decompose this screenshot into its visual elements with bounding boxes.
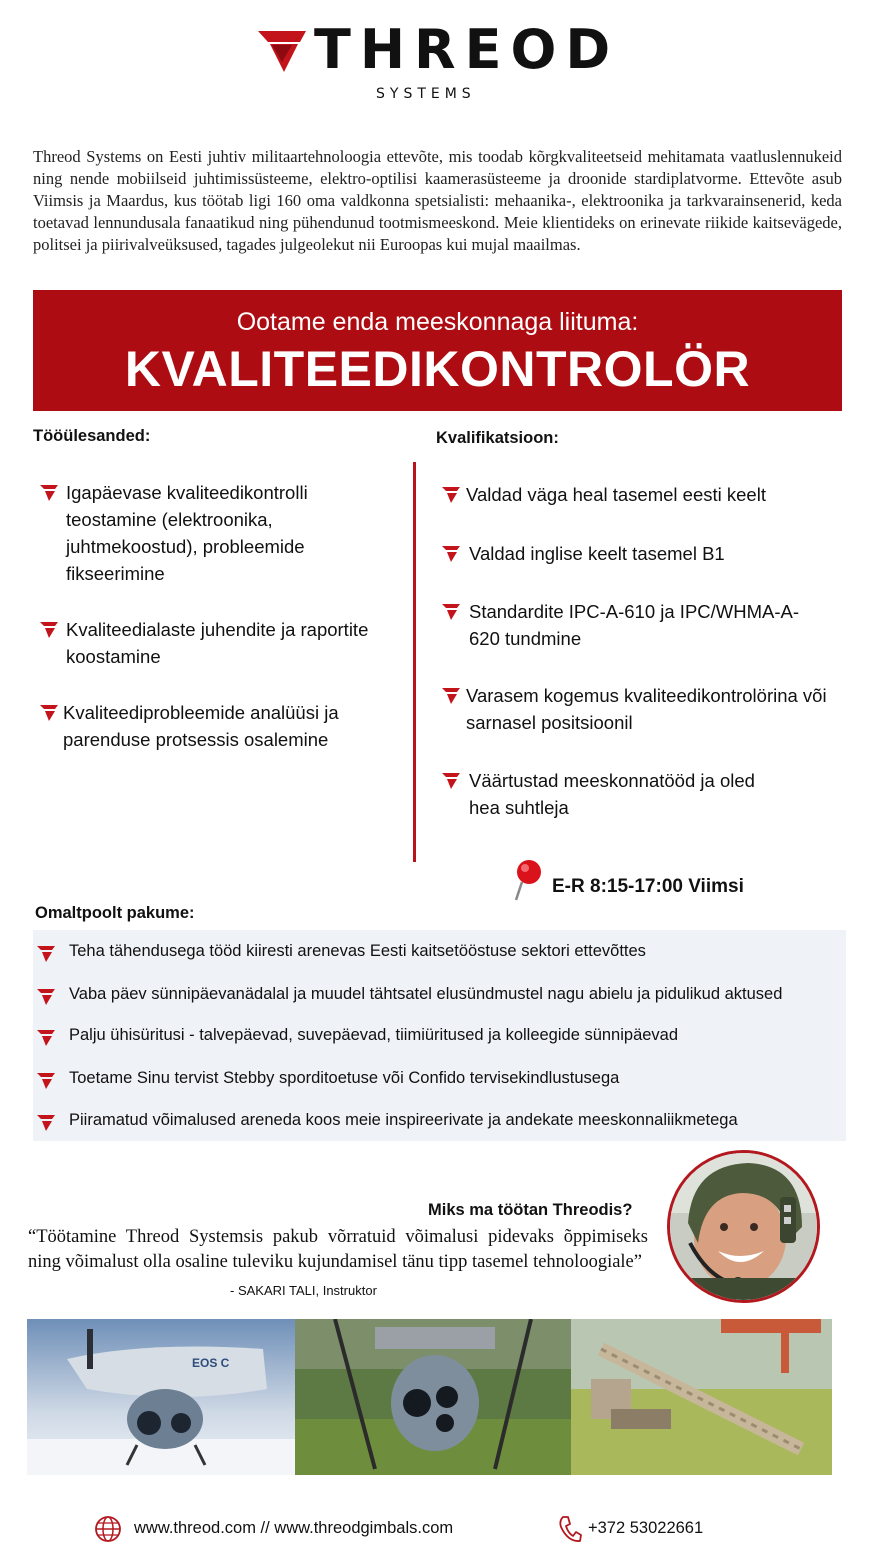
- offer-item: [37, 985, 782, 1004]
- offer-item: [37, 1069, 619, 1088]
- bullet-arrow-icon: [40, 484, 58, 501]
- qualification-text: Valdad väga heal tasemel eesti keelt: [466, 484, 766, 505]
- launcher-photo: [571, 1319, 832, 1475]
- qualification-item: [442, 540, 822, 567]
- task-item: [40, 479, 330, 587]
- qualification-item: [442, 481, 822, 508]
- bullet-arrow-icon: [37, 1072, 55, 1089]
- drone-photo: [27, 1319, 295, 1475]
- company-intro: Threod Systems on Eesti juhtiv militaartehnoloogia ettevõte, mis toodab kõrgkvaliteetseid mehitamata vaatluslennukeid ning nende mobiilseid juhtimissüsteeme, elektro-optilisi kaamerasüsteeme ja droonide stardiplatvorme. Ettevõte asub Viimsis ja Maardus, kus töötab ligi 160 oma valdkonna spetsialisti: mehaanika-, elektroonika ja tarkvarainsenerid, keda toetavad lennundusala fanaatikud ning pühendunud tootmismeeskond. Meie klientideks on erinevate riikide kaitsevägede, politsei ja piirivalveüksused, tagades julgeolekut nii Euroopas kui mujal maailmas.: [33, 147, 842, 254]
- bullet-arrow-icon: [442, 687, 460, 704]
- qualification-item: [442, 598, 812, 652]
- gimbal-camera-photo: [295, 1319, 571, 1475]
- qualification-text: Valdad inglise keelt tasemel B1: [469, 543, 725, 564]
- task-text: Kvaliteedialaste juhendite ja raportite koostamine: [66, 619, 369, 667]
- threod-logo-mark-icon: [258, 28, 308, 74]
- banner-subtitle: Ootame enda meeskonnaga liituma:: [236, 308, 639, 336]
- phone-number[interactable]: +372 53022661: [588, 1519, 704, 1537]
- tasks-title: Tööülesanded:: [33, 427, 151, 445]
- offer-item: [37, 1026, 678, 1045]
- qualification-text: Varasem kogemus kvaliteedikontrolörina või sarnasel positsioonil: [466, 685, 827, 733]
- phone-icon: [558, 1515, 582, 1543]
- bullet-arrow-icon: [40, 621, 58, 638]
- task-text: Kvaliteediprobleemide analüüsi ja parenduse protsessis osalemine: [63, 702, 339, 750]
- qualifications-title: Kvalifikatsioon:: [436, 429, 559, 447]
- task-text: Igapäevase kvaliteedikontrolli teostamine (elektroonika, juhtmekoostud), probleemide fikseerimine: [66, 482, 308, 584]
- bullet-arrow-icon: [37, 988, 55, 1005]
- work-hours-text: E-R 8:15-17:00 Viimsi: [552, 876, 744, 897]
- offer-text: Vaba päev sünnipäevanädalal ja muudel tähtsatel elusündmustel nagu abielu ja pidulikud aktused: [69, 985, 783, 1003]
- job-banner: [33, 290, 842, 411]
- logo-subtitle: SYSTEMS: [376, 86, 476, 102]
- job-title: KVALITEEDIKONTROLÖR: [124, 341, 751, 397]
- bullet-arrow-icon: [37, 1114, 55, 1131]
- bullet-arrow-icon: [37, 945, 55, 962]
- offer-title: Omaltpoolt pakume:: [35, 904, 195, 922]
- offer-item: [37, 942, 646, 961]
- offer-text: Toetame Sinu tervist Stebby sporditoetuse või Confido tervisekindlustusega: [69, 1069, 620, 1087]
- website-text[interactable]: www.threod.com // www.threodgimbals.com: [134, 1519, 454, 1537]
- bullet-arrow-icon: [442, 486, 460, 503]
- drone-label: EOS C: [192, 1356, 230, 1370]
- map-pin-icon: [508, 858, 548, 904]
- offer-text: Piiramatud võimalused areneda koos meie inspireerivate ja andekate meeskonnaliikmetega: [69, 1111, 738, 1129]
- testimonial-title: Miks ma töötan Threodis?: [428, 1201, 633, 1219]
- qualification-text: Standardite IPC-A-610 ja IPC/WHMA-A-620 tundmine: [469, 601, 800, 649]
- offer-text: Teha tähendusega tööd kiiresti arenevas Eesti kaitsetööstuse sektori ettevõttes: [69, 942, 646, 960]
- task-item: [40, 699, 380, 753]
- bullet-arrow-icon: [442, 603, 460, 620]
- column-divider: [413, 462, 416, 862]
- bullet-arrow-icon: [442, 772, 460, 789]
- task-item: [40, 616, 400, 670]
- logo-wordmark: THREOD: [314, 18, 620, 81]
- testimonial-author: - SAKARI TALI, Instruktor: [230, 1283, 377, 1298]
- employee-photo: [667, 1150, 820, 1303]
- offer-item: [37, 1111, 738, 1130]
- threod-logo: [258, 18, 638, 110]
- qualification-item: [442, 682, 832, 736]
- qualification-item: [442, 767, 782, 821]
- work-hours: [508, 858, 768, 906]
- qualification-text: Väärtustad meeskonnatööd ja oled hea suhtleja: [469, 770, 755, 818]
- globe-icon: [94, 1515, 122, 1543]
- bullet-arrow-icon: [37, 1029, 55, 1046]
- bullet-arrow-icon: [40, 704, 58, 721]
- offer-text: Palju ühisüritusi - talvepäevad, suvepäevad, tiimiüritused ja kolleegide sünnipäevad: [69, 1026, 679, 1044]
- testimonial-quote: “Töötamine Threod Systemsis pakub võrratuid võimalusi pidevaks õppimiseks ning võimalust olla osaline tuleviku kujundamisel tänu tipp tasemel tehnoloogiale”: [28, 1227, 648, 1272]
- bullet-arrow-icon: [442, 545, 460, 562]
